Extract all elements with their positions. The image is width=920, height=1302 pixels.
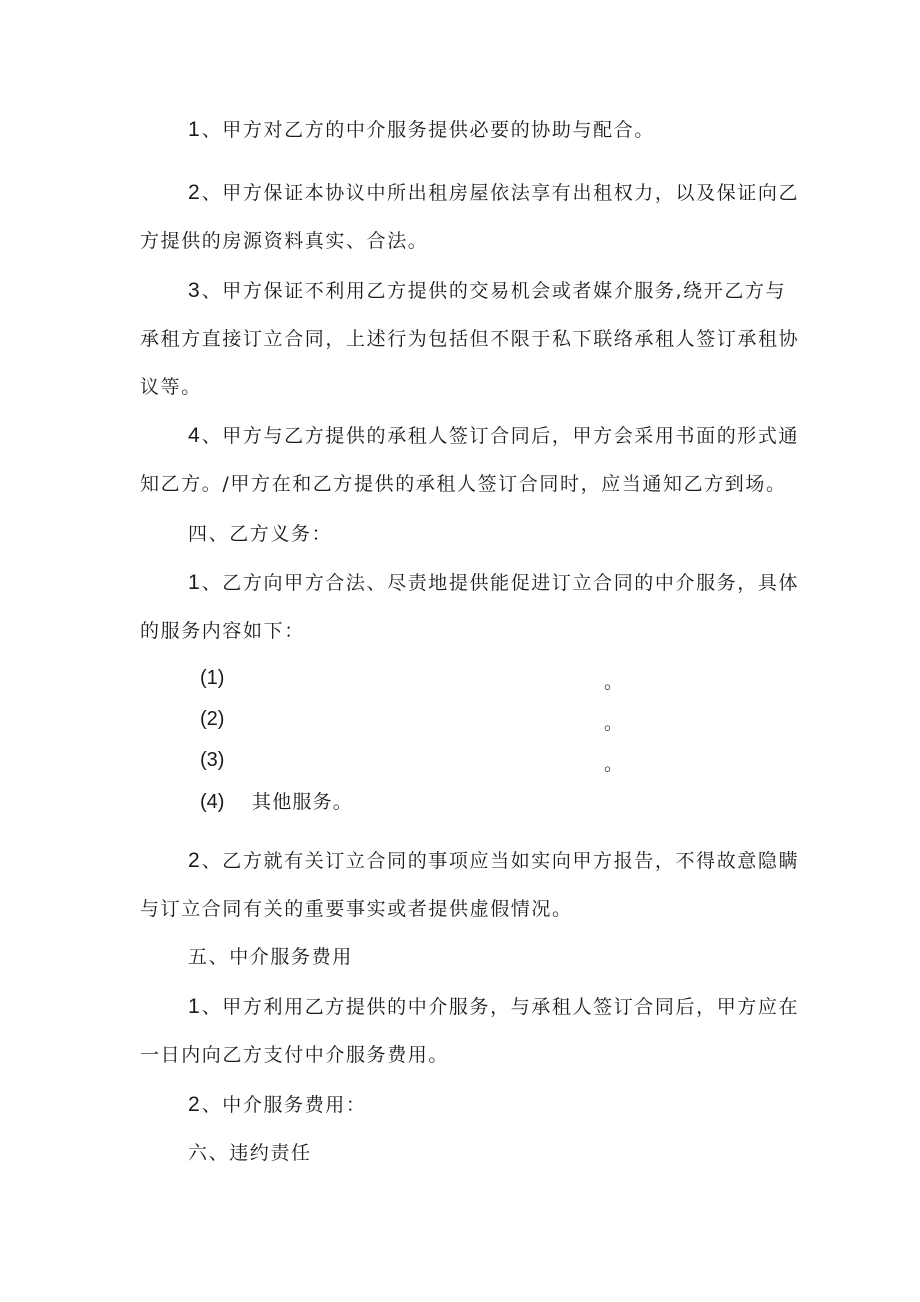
item-marker: (2) [200,708,225,730]
clause-3-1 [188,118,655,142]
clause-number: 4 [188,424,200,447]
item-text: 其他服务。 [252,791,354,813]
clause-3-3-line2: 承租方直接订立合同，上述行为包括但不限于私下联络承租人签订承租协 [140,328,800,350]
clause-text: 、甲方保证本协议中所出租房屋依法享有出租权力，以及保证向乙 [201,182,800,204]
clause-3-4-line2: 知乙方。/甲方在和乙方提供的承租人签订合同时，应当通知乙方到场。 [140,473,787,495]
clause-3-4-line1 [188,424,800,448]
clause-text: 、甲方保证不利用乙方提供的交易机会或者媒介服务,绕开乙方与 [201,280,787,302]
service-item-1 [200,666,252,690]
item-marker: (1) [200,667,225,689]
clause-text: 、甲方利用乙方提供的中介服务，与承租人签订合同后，甲方应在 [201,996,800,1018]
service-item-3 [200,748,252,772]
section-4-heading: 四、乙方义务： [188,523,333,545]
clause-number: 1 [188,995,200,1018]
item-marker: (3) [200,749,225,771]
clause-number: 2 [188,1093,200,1116]
clause-4-2-line1 [188,849,800,873]
clause-5-1-line2: 一日内向乙方支付中介服务费用。 [140,1044,450,1066]
clause-text: 、乙方向甲方合法、尽责地提供能促进订立合同的中介服务，具体 [201,572,800,594]
clause-5-2 [188,1093,367,1117]
clause-4-2-line2: 与订立合同有关的重要事实或者提供虚假情况。 [140,898,573,920]
service-item-2 [200,707,252,731]
clause-3-2-line2: 方提供的房源资料真实、合法。 [140,230,429,252]
clause-3-3-line3: 议等。 [140,376,202,398]
clause-number: 1 [188,118,200,141]
clause-text: 、甲方对乙方的中介服务提供必要的协助与配合。 [201,119,655,141]
clause-4-1-line2: 的服务内容如下： [140,620,305,642]
item-marker: (4) [200,791,225,813]
clause-5-1-line1 [188,995,800,1019]
clause-4-1-line1 [188,571,800,595]
clause-3-3-line1 [188,279,787,303]
clause-text: 、中介服务费用： [201,1094,367,1116]
clause-number: 1 [188,571,200,594]
item-end-mark: 。 [604,671,624,693]
item-end-mark: 。 [604,753,624,775]
clause-number: 2 [188,849,200,872]
service-item-4 [200,790,353,814]
clause-number: 2 [188,181,200,204]
clause-number: 3 [188,279,200,302]
section-6-heading: 六、违约责任 [188,1142,312,1164]
section-5-heading: 五、中介服务费用 [188,946,353,968]
item-end-mark: 。 [604,712,624,734]
clause-3-2-line1 [188,181,800,205]
clause-text: 、乙方就有关订立合同的事项应当如实向甲方报告，不得故意隐瞒 [201,850,800,872]
clause-text: 、甲方与乙方提供的承租人签订合同后，甲方会采用书面的形式通 [201,425,800,447]
